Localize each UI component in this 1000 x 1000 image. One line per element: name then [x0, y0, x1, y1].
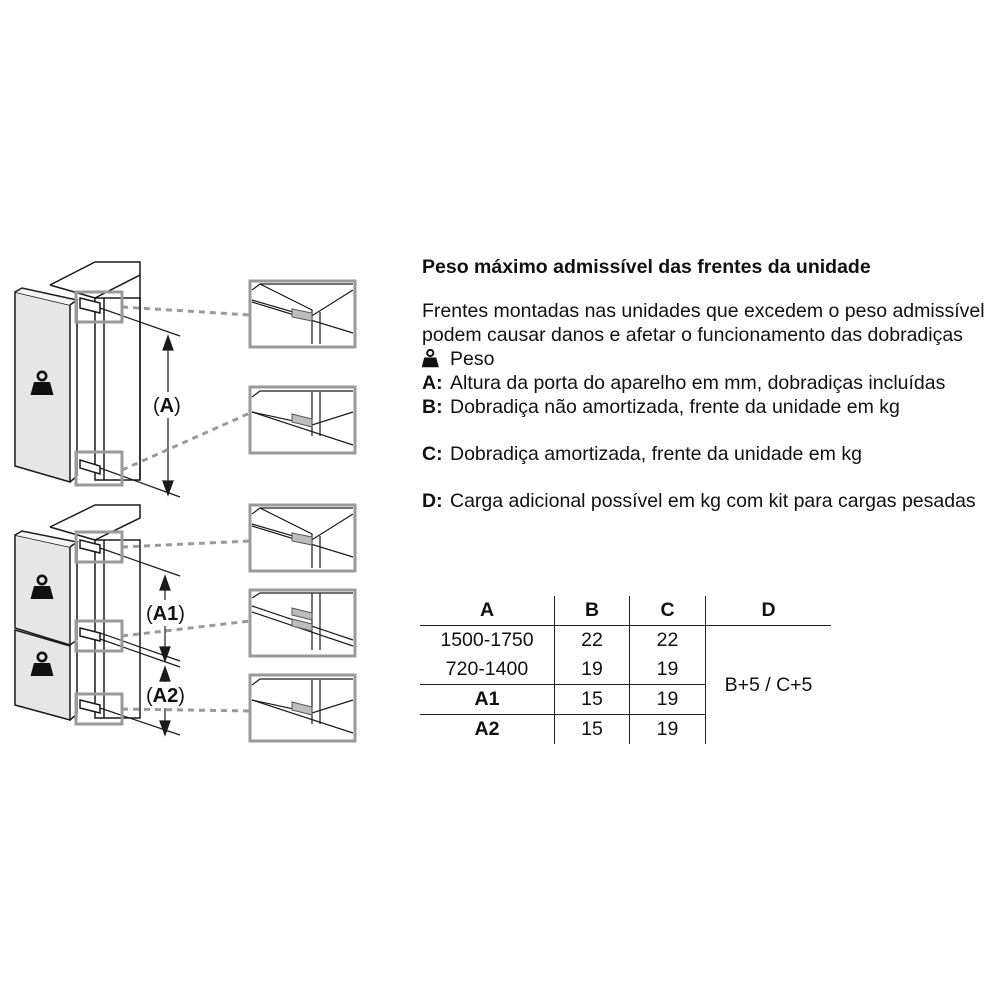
- info-text: [422, 255, 997, 513]
- cell-a: A2: [474, 718, 500, 740]
- legend-text: Altura da porta do aparelho em mm, dobradiças incluídas: [450, 372, 946, 394]
- detail-panel-3: [250, 505, 355, 571]
- legend-key: B:: [422, 396, 443, 418]
- cell-b: 19: [555, 655, 630, 685]
- cell-c: 19: [630, 715, 706, 745]
- cell-d: B+5 / C+5: [706, 626, 832, 745]
- column-header-b: B: [555, 596, 630, 626]
- cell-a: 720-1400: [420, 655, 555, 685]
- weight-icon: [422, 347, 450, 371]
- legend-item-a: [422, 371, 997, 395]
- dimension-a-label: A: [159, 395, 175, 417]
- intro-text: Frentes montadas nas unidades que excedem o peso admissível podem causar danos e afetar o funcionamento das dobradiças: [422, 300, 985, 346]
- legend-item-d: [422, 489, 997, 513]
- detail-panel-5: [250, 675, 355, 741]
- detail-panel-1: [250, 281, 355, 347]
- cell-a: 1500-1750: [440, 629, 534, 651]
- dimension-a1-label: A1: [152, 603, 179, 625]
- cell-c: 19: [630, 655, 706, 685]
- cell-a: A1: [420, 685, 555, 715]
- legend-item-c: [422, 442, 997, 466]
- svg-text:(A1): (A1): [146, 603, 185, 625]
- svg-text:(A2): (A2): [146, 685, 185, 707]
- page-title: Peso máximo admissível das frentes da unidade: [422, 256, 871, 278]
- legend-text: Peso: [450, 348, 495, 370]
- cell-b: 15: [555, 685, 630, 715]
- legend-item-b: [422, 395, 997, 419]
- detail-panel-2: [250, 387, 355, 453]
- column-header-c: C: [630, 596, 706, 626]
- column-header-a: A: [420, 596, 555, 626]
- cell-c: 19: [630, 685, 706, 715]
- cell-c: 22: [630, 626, 706, 656]
- weight-table: [420, 596, 831, 744]
- svg-text:(A): (A): [153, 395, 181, 417]
- legend-key: C:: [422, 443, 443, 465]
- dimension-a2-label: A2: [152, 685, 179, 707]
- cell-b: 15: [555, 715, 630, 745]
- detail-panel-4: [250, 590, 355, 656]
- legend-key: D:: [422, 490, 443, 512]
- cell-b: 22: [555, 626, 630, 656]
- legend-text: Dobradiça amortizada, frente da unidade em kg: [450, 443, 862, 465]
- column-header-d: D: [706, 596, 832, 626]
- legend-text: Dobradiça não amortizada, frente da unidade em kg: [450, 396, 900, 418]
- legend-text: Carga adicional possível em kg com kit para cargas pesadas: [450, 490, 976, 512]
- table-header-row: [420, 596, 831, 626]
- table-row: [420, 626, 831, 656]
- legend-key: A:: [422, 372, 443, 394]
- legend-item-weight: [422, 347, 997, 371]
